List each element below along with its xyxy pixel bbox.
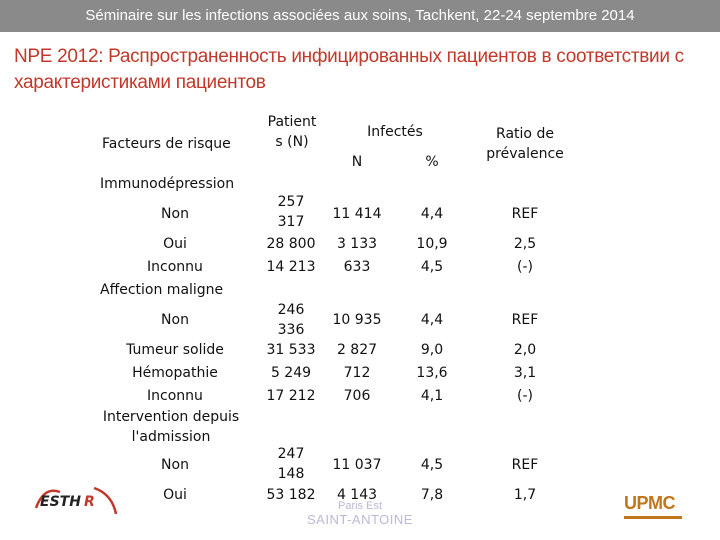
row-infected-n: 712 — [343, 365, 371, 381]
header-n: N — [351, 154, 363, 170]
upmc-wordmark: UPMC — [624, 493, 675, 513]
row-patients: 31 533 — [266, 342, 316, 358]
header-factors: Facteurs de risque — [102, 136, 231, 152]
row-patients: 247 148 — [277, 446, 305, 482]
header-infected: Infectés — [367, 124, 423, 140]
row-infected-n: 633 — [343, 259, 371, 275]
header-ratio: Ratio de prévalence — [486, 126, 564, 162]
row-patients: 257 317 — [277, 194, 305, 230]
row-patients: 17 212 — [266, 388, 316, 404]
upmc-underline — [624, 516, 682, 519]
row-ratio: (-) — [517, 388, 533, 404]
row-infected-n: 2 827 — [336, 342, 378, 358]
row-infected-n: 11 037 — [332, 457, 382, 473]
row-infected-pct: 10,9 — [416, 236, 448, 252]
row-infected-pct: 4,5 — [420, 457, 444, 473]
row-patients: 14 213 — [266, 259, 316, 275]
row-patients: 53 182 — [266, 487, 316, 503]
row-infected-n: 706 — [343, 388, 371, 404]
slide-title: NPE 2012: Распространенность инфицированных пациентов в соответствии с характеристиками пациентов — [14, 46, 684, 93]
row-ratio: REF — [511, 206, 539, 222]
header-percent: % — [425, 154, 439, 170]
logo-line: Paris Est — [337, 500, 382, 512]
row-infected-pct: 13,6 — [416, 365, 448, 381]
row-infected-n: 3 133 — [336, 236, 378, 252]
conference-banner: Séminaire sur les infections associées aux soins, Tachkent, 22-24 septembre 2014 — [0, 0, 720, 32]
row-patients: 5 249 — [270, 365, 312, 381]
row-infected-pct: 4,1 — [420, 388, 444, 404]
section-title-intervention: Intervention depuis l'admission — [102, 409, 240, 445]
row-infected-pct: 9,0 — [420, 342, 444, 358]
row-infected-pct: 4,5 — [420, 259, 444, 275]
row-label: Tumeur solide — [126, 342, 224, 358]
section-title-affection-maligne: Affection maligne — [100, 282, 224, 298]
row-infected-pct: 4,4 — [420, 206, 444, 222]
row-infected-pct: 4,4 — [420, 312, 444, 328]
row-ratio: 2,0 — [513, 342, 537, 358]
row-ratio: 3,1 — [513, 365, 537, 381]
row-label: Oui — [163, 236, 187, 252]
row-ratio: REF — [511, 457, 539, 473]
row-ratio: REF — [511, 312, 539, 328]
row-patients: 28 800 — [266, 236, 316, 252]
row-label: Non — [161, 206, 189, 222]
row-patients: 246 336 — [277, 302, 305, 338]
svg-text:R: R — [84, 494, 95, 510]
row-label: Oui — [163, 487, 187, 503]
esther-logo — [34, 480, 124, 520]
row-label: Inconnu — [147, 388, 203, 404]
row-infected-n: 10 935 — [332, 312, 382, 328]
row-infected-n: 4 143 — [336, 487, 378, 503]
row-infected-pct: 7,8 — [420, 487, 444, 503]
saint-antoine-logo — [300, 500, 420, 536]
row-label: Non — [161, 457, 189, 473]
row-label: Non — [161, 312, 189, 328]
svg-text:ESTH: ESTH — [40, 494, 81, 510]
row-ratio: 2,5 — [513, 236, 537, 252]
header-patients: Patient s (N) — [267, 114, 317, 150]
upmc-logo — [624, 492, 690, 528]
section-title-immunodepression: Immunodépression — [100, 176, 235, 192]
row-infected-n: 11 414 — [332, 206, 382, 222]
row-label: Inconnu — [147, 259, 203, 275]
row-ratio: 1,7 — [513, 487, 537, 503]
logo-line: SAINT-ANTOINE — [307, 512, 413, 527]
row-ratio: (-) — [517, 259, 533, 275]
row-label: Hémopathie — [132, 365, 218, 381]
